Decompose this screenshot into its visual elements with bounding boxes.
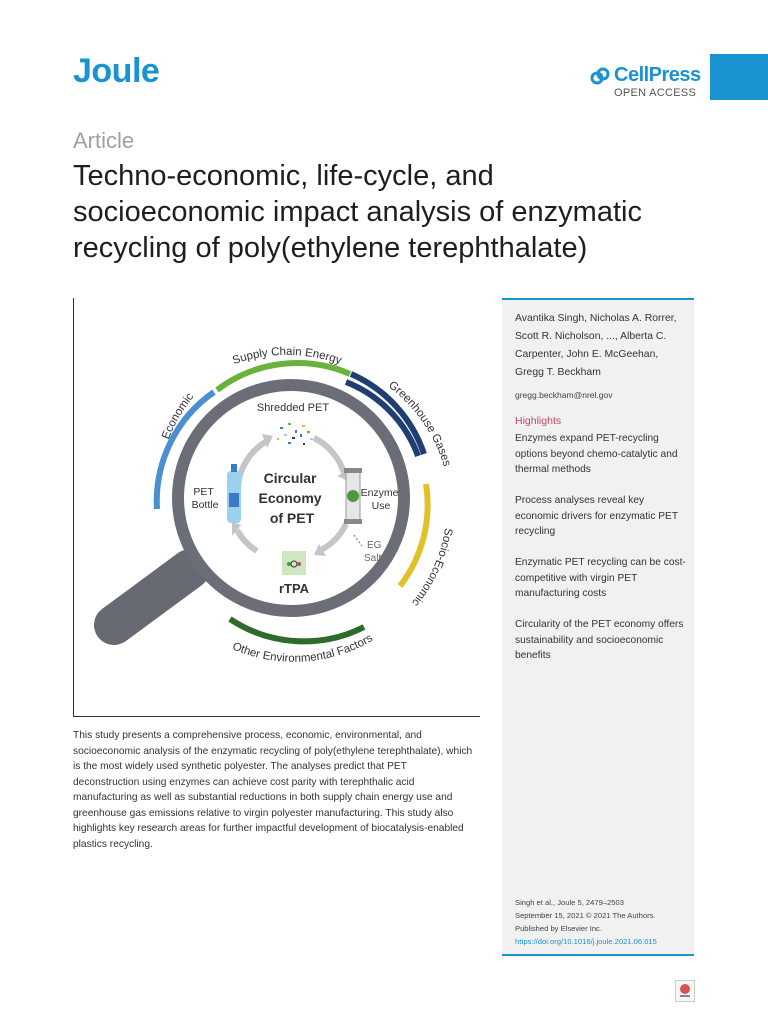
abstract-text: This study presents a comprehensive process, economic, environmental, and socioeconomic analysis of the enzymatic recycling of poly(ethylene terephthalate), which is the most widely used synthetic polyester. The analyses predict that PET deconstruction using enzymes can achieve cost parity with terephthalic acid manufacturing as well as substantial reductions in both supply chain energy use and greenhouse gas emissions relative to virgin polyester manufacturing. This study also highlights key research areas for further impactful development of biocatalysis-enabled plastics recycling. <box>73 730 473 850</box>
eg-salt-label: EG Salt <box>364 540 382 564</box>
highlights-heading: Highlights <box>515 415 562 427</box>
supply-ring-label: Supply Chain Energy <box>231 345 343 368</box>
check-for-updates-icon[interactable] <box>675 980 695 1002</box>
enzyme-label: Enzyme Use <box>360 487 399 512</box>
cellpress-logo[interactable] <box>590 64 701 87</box>
rtpa-label: rTPA <box>278 581 310 596</box>
cellpress-logo-icon <box>590 66 610 86</box>
sidebar-panel <box>502 298 694 956</box>
ghg-ring-label: Greenhouse Gases <box>386 379 453 468</box>
enzyme-icon <box>344 468 362 524</box>
doi-link[interactable]: https://doi.org/10.1016/j.joule.2021.06.015 <box>515 937 657 946</box>
article-title: Techno-economic, life-cycle, and socioeconomic impact analysis of enzymatic recycling of poly(ethylene terephthalate) <box>73 160 642 264</box>
highlight-item: Circularity of the PET economy offers sustainability and socioeconomic benefits <box>515 619 684 661</box>
other-ring-label: Other Environmental Factors <box>230 632 375 665</box>
citation-date: September 15, 2021 © 2021 The Authors. <box>515 911 656 920</box>
open-access-label: OPEN ACCESS <box>614 87 697 99</box>
graphical-abstract <box>73 298 480 717</box>
highlight-item: Process analyses reveal key economic drivers for enzymatic PET recycling <box>515 495 678 537</box>
socio-ring-label: Socio-Economic <box>409 527 455 609</box>
pet-bottle-label: PET Bottle <box>191 486 219 511</box>
economic-ring-label: Economic <box>160 390 197 442</box>
pet-bottle-icon <box>227 464 241 523</box>
citation-publisher: Published by Elsevier Inc. <box>515 924 602 933</box>
highlight-item: Enzymes expand PET-recycling options beyond chemo-catalytic and thermal methods <box>515 433 678 475</box>
shredded-pet-label: Shredded PET <box>256 402 330 414</box>
citation-journal: Singh et al., Joule 5, 2479–2503 <box>515 898 624 907</box>
journal-logo[interactable]: Joule <box>73 52 160 90</box>
header-accent-block <box>710 54 768 100</box>
publisher-name: CellPress <box>614 64 701 86</box>
author-list: Avantika Singh, Nicholas A. Rorrer, Scott R. Nicholson, ..., Alberta C. Carpenter, John E. McGeehan, Gregg T. Beckham <box>515 313 677 378</box>
other-environmental-arc <box>230 619 364 641</box>
rtpa-icon <box>282 551 306 575</box>
center-label: Circular Economy of PET <box>258 470 322 526</box>
article-type: Article <box>73 128 135 153</box>
magnifier-handle <box>114 569 190 625</box>
corresponding-email[interactable]: gregg.beckham@nrel.gov <box>515 390 613 400</box>
highlight-item: Enzymatic PET recycling can be cost-competitive with virgin PET manufacturing costs <box>515 557 686 599</box>
citation-block <box>515 896 687 948</box>
